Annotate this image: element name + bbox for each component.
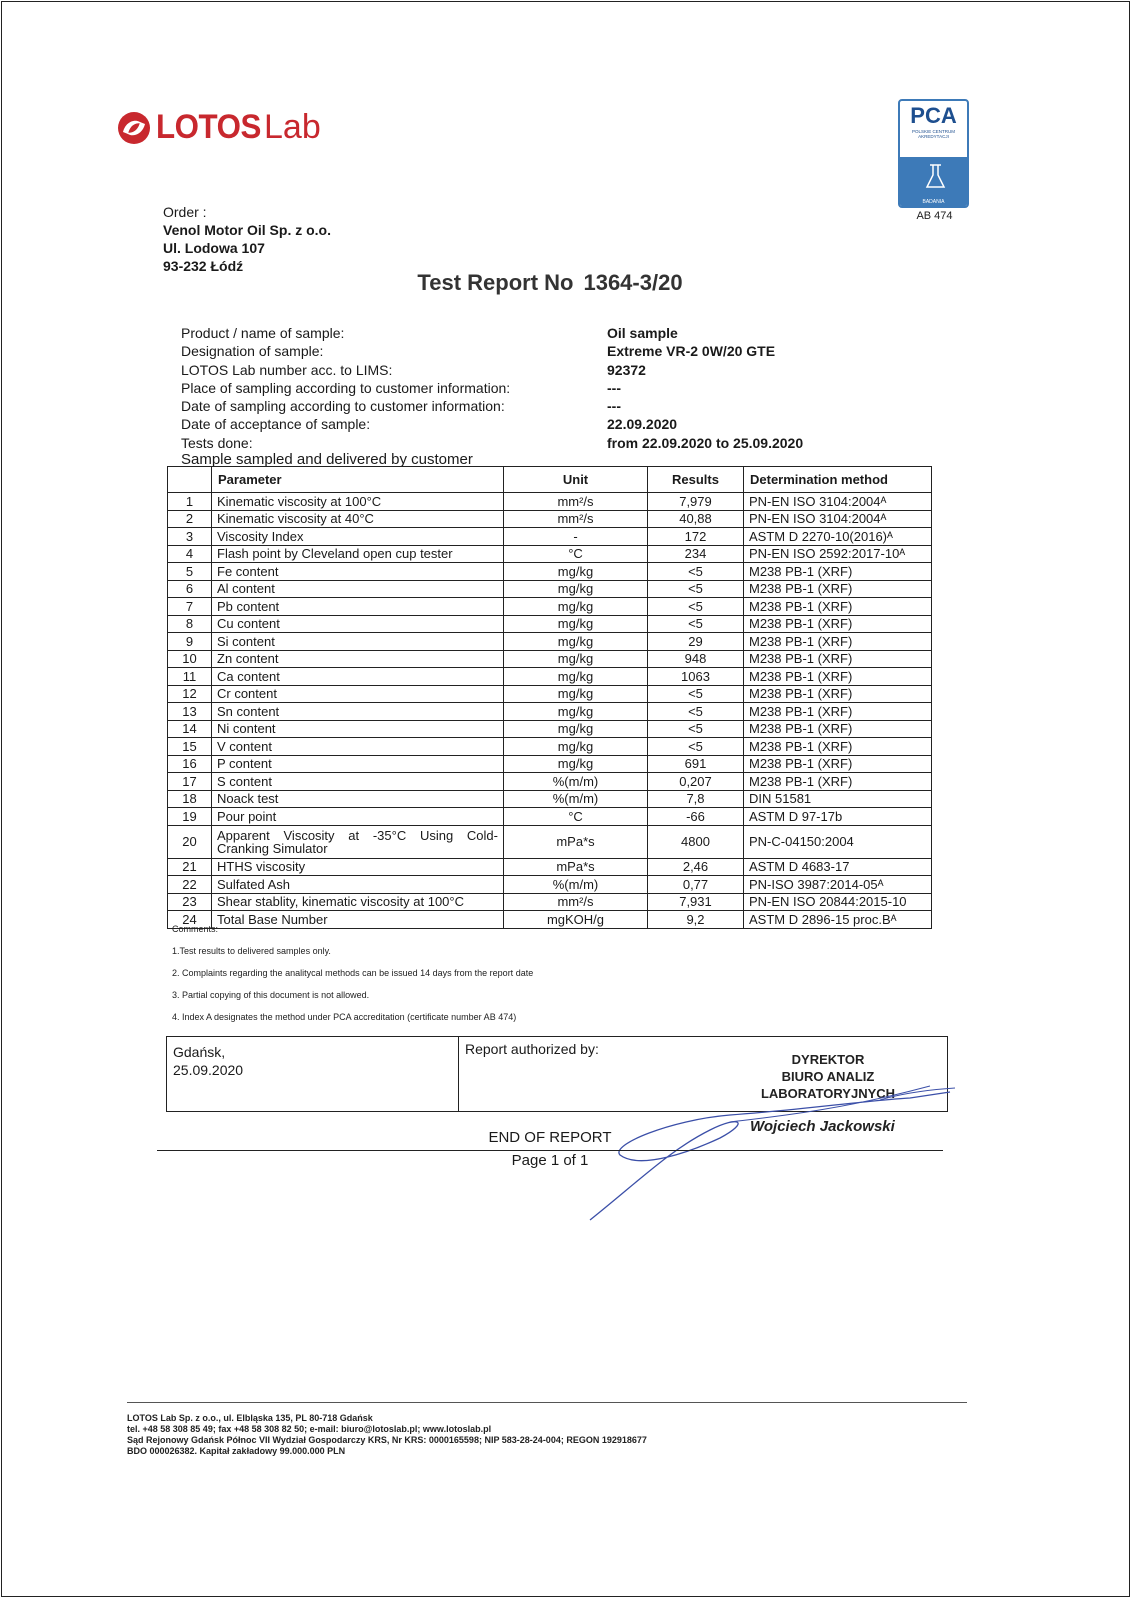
row-method: PN-EN ISO 3104:2004ᴬ (744, 493, 932, 511)
end-divider (157, 1150, 943, 1151)
row-result: <5 (648, 685, 744, 703)
row-number: 15 (168, 738, 212, 756)
order-street: Ul. Lodowa 107 (163, 240, 265, 256)
row-unit: - (504, 528, 648, 546)
row-parameter: Zn content (212, 650, 504, 668)
pca-accreditation-mark (898, 99, 971, 222)
comment-item: 4. Index A designates the method under PCA accreditation (certificate number AB 474) (172, 1012, 517, 1022)
row-unit: mg/kg (504, 563, 648, 581)
row-result: 948 (648, 650, 744, 668)
info-key: LOTOS Lab number acc. to LIMS: (181, 361, 393, 378)
row-unit: mg/kg (504, 703, 648, 721)
row-result: 40,88 (648, 510, 744, 528)
row-number: 9 (168, 633, 212, 651)
row-method: M238 PB-1 (XRF) (744, 703, 932, 721)
row-result: <5 (648, 580, 744, 598)
info-value: 22.09.2020 (607, 416, 678, 433)
row-parameter: Kinematic viscosity at 40°C (212, 510, 504, 528)
row-method: PN-EN ISO 2592:2017-10ᴬ (744, 545, 932, 563)
row-method: M238 PB-1 (XRF) (744, 755, 932, 773)
row-number: 8 (168, 615, 212, 633)
table-row (168, 703, 932, 721)
comment-item: 1.Test results to delivered samples only. (172, 946, 331, 956)
row-result: 1063 (648, 668, 744, 686)
row-result: 9,2 (648, 911, 744, 929)
pca-badge (898, 99, 969, 208)
info-key: Designation of sample: (181, 343, 324, 360)
row-result: -66 (648, 808, 744, 826)
row-unit: mg/kg (504, 615, 648, 633)
row-parameter: Si content (212, 633, 504, 651)
row-unit: °C (504, 545, 648, 563)
row-result: 29 (648, 633, 744, 651)
logo-brand: LOTOS (156, 108, 261, 146)
row-method: PN-C-04150:2004 (744, 825, 932, 858)
row-result: 0,77 (648, 876, 744, 894)
table-row (168, 893, 932, 911)
info-value: Extreme VR-2 0W/20 GTE (607, 343, 776, 360)
row-parameter: Sn content (212, 703, 504, 721)
row-method: M238 PB-1 (XRF) (744, 598, 932, 616)
row-number: 2 (168, 510, 212, 528)
row-parameter: Pour point (212, 808, 504, 826)
info-key: Tests done: (181, 434, 253, 451)
row-result: <5 (648, 563, 744, 581)
row-method: M238 PB-1 (XRF) (744, 615, 932, 633)
row-unit: mg/kg (504, 755, 648, 773)
comments (172, 924, 533, 1034)
row-number: 11 (168, 668, 212, 686)
stamp-line: LABORATORYJNYCH (760, 1086, 896, 1101)
report-number: 1364-3/20 (583, 270, 683, 295)
row-method: DIN 51581 (744, 790, 932, 808)
row-unit: mg/kg (504, 633, 648, 651)
info-value: 92372 (607, 361, 646, 378)
lotos-flame-icon (116, 110, 152, 146)
row-parameter: Apparent Viscosity at -35°C Using Cold-Cranking Simulator (212, 825, 504, 858)
lotos-lab-logo (116, 108, 321, 147)
row-result: 7,931 (648, 893, 744, 911)
pca-number: AB 474 (916, 210, 953, 222)
order-company: Venol Motor Oil Sp. z o.o. (163, 222, 331, 238)
row-result: <5 (648, 615, 744, 633)
table-row (168, 808, 932, 826)
info-key: Product / name of sample: (181, 325, 345, 341)
row-number: 16 (168, 755, 212, 773)
row-method: M238 PB-1 (XRF) (744, 650, 932, 668)
row-number: 13 (168, 703, 212, 721)
row-unit: °C (504, 808, 648, 826)
row-parameter: Al content (212, 580, 504, 598)
table-row (168, 510, 932, 528)
row-number: 5 (168, 563, 212, 581)
pca-badge-label: BADANIA (922, 199, 945, 205)
header-results: Results (648, 467, 744, 493)
report-title (0, 270, 1100, 296)
row-number: 6 (168, 580, 212, 598)
row-number: 10 (168, 650, 212, 668)
header-parameter: Parameter (212, 467, 504, 493)
results-table (167, 466, 932, 929)
row-unit: mm²/s (504, 893, 648, 911)
footer-line: tel. +48 58 308 85 49; fax +48 58 308 82 50; e-mail: biuro@lotoslab.pl; www.lotoslab.pl (127, 1424, 492, 1434)
info-key: Date of acceptance of sample: (181, 416, 371, 433)
table-row (168, 720, 932, 738)
signature-divider (458, 1037, 459, 1111)
row-result: 4800 (648, 825, 744, 858)
row-method: M238 PB-1 (XRF) (744, 773, 932, 791)
flask-icon (900, 157, 969, 197)
info-value: --- (607, 379, 621, 396)
table-row (168, 790, 932, 808)
comment-item: 2. Complaints regarding the analitycal methods can be issued 14 days from the report date (172, 968, 534, 978)
row-method: PN-ISO 3987:2014-05ᴬ (744, 876, 932, 894)
place-date: 25.09.2020 (173, 1062, 244, 1078)
row-method: ASTM D 2270-10(2016)ᴬ (744, 528, 932, 546)
row-result: <5 (648, 720, 744, 738)
comment-item: 3. Partial copying of this document is not allowed. (172, 990, 370, 1000)
row-parameter: Ca content (212, 668, 504, 686)
row-number: 21 (168, 858, 212, 876)
row-method: PN-EN ISO 20844:2015-10 (744, 893, 932, 911)
row-unit: mg/kg (504, 685, 648, 703)
table-row (168, 685, 932, 703)
row-number: 7 (168, 598, 212, 616)
footer-line: LOTOS Lab Sp. z o.o., ul. Elbląska 135, PL 80-718 Gdańsk (127, 1413, 373, 1423)
row-parameter: Pb content (212, 598, 504, 616)
table-row (168, 876, 932, 894)
signer-name: Wojciech Jackowski (750, 1118, 895, 1135)
row-number: 19 (168, 808, 212, 826)
row-unit: mg/kg (504, 650, 648, 668)
row-parameter: Shear stablity, kinematic viscosity at 100°C (212, 893, 504, 911)
row-result: 7,979 (648, 493, 744, 511)
row-parameter: Cu content (212, 615, 504, 633)
stamp-line: DYREKTOR (791, 1052, 865, 1067)
sampled-note: Sample sampled and delivered by customer (181, 451, 473, 468)
header-unit: Unit (504, 467, 648, 493)
authorized-label: Report authorized by: (465, 1041, 599, 1057)
row-parameter: P content (212, 755, 504, 773)
header-method: Determination method (744, 467, 932, 493)
row-result: <5 (648, 703, 744, 721)
order-address (163, 203, 331, 275)
row-result: 172 (648, 528, 744, 546)
row-unit: mg/kg (504, 598, 648, 616)
row-unit: mPa*s (504, 858, 648, 876)
row-unit: %(m/m) (504, 773, 648, 791)
row-number: 4 (168, 545, 212, 563)
stamp-line: BIURO ANALIZ (781, 1069, 875, 1084)
table-row (168, 738, 932, 756)
table-row (168, 598, 932, 616)
row-number: 22 (168, 876, 212, 894)
row-unit: mm²/s (504, 493, 648, 511)
row-result: 2,46 (648, 858, 744, 876)
footer-divider (127, 1402, 967, 1403)
table-row (168, 668, 932, 686)
row-number: 3 (168, 528, 212, 546)
row-parameter: Fe content (212, 563, 504, 581)
row-method: M238 PB-1 (XRF) (744, 668, 932, 686)
info-value: --- (607, 398, 621, 415)
table-row (168, 858, 932, 876)
row-parameter: Viscosity Index (212, 528, 504, 546)
row-unit: mm²/s (504, 510, 648, 528)
row-parameter: Sulfated Ash (212, 876, 504, 894)
row-number: 24 (168, 911, 212, 929)
place-city: Gdańsk, (173, 1044, 226, 1060)
table-row (168, 615, 932, 633)
row-number: 17 (168, 773, 212, 791)
logo-suffix: Lab (264, 108, 321, 146)
row-number: 14 (168, 720, 212, 738)
row-method: M238 PB-1 (XRF) (744, 685, 932, 703)
row-unit: mg/kg (504, 738, 648, 756)
table-row (168, 773, 932, 791)
row-unit: mPa*s (504, 825, 648, 858)
row-result: 691 (648, 755, 744, 773)
table-row (168, 650, 932, 668)
row-result: <5 (648, 738, 744, 756)
row-parameter: V content (212, 738, 504, 756)
footer-line: BDO 000026382. Kapitał zakładowy 99.000.000 PLN (127, 1446, 346, 1456)
table-row (168, 755, 932, 773)
row-parameter: Total Base Number (212, 911, 504, 929)
row-result: 7,8 (648, 790, 744, 808)
row-number: 20 (168, 825, 212, 858)
row-unit: %(m/m) (504, 790, 648, 808)
row-method: M238 PB-1 (XRF) (744, 563, 932, 581)
row-method: ASTM D 2896-15 proc.Bᴬ (744, 911, 932, 929)
row-parameter: HTHS viscosity (212, 858, 504, 876)
table-row (168, 633, 932, 651)
row-unit: mg/kg (504, 580, 648, 598)
row-method: PN-EN ISO 3104:2004ᴬ (744, 510, 932, 528)
end-of-report: END OF REPORT (488, 1129, 612, 1146)
table-row (168, 825, 932, 858)
row-result: 234 (648, 545, 744, 563)
pca-subtitle: POLSKIE CENTRUM AKREDYTACJI (911, 129, 955, 139)
report-title-label: Test Report No (417, 270, 574, 295)
row-parameter: Cr content (212, 685, 504, 703)
page-number: Page 1 of 1 (511, 1152, 589, 1169)
table-header-row (168, 467, 932, 493)
row-method: ASTM D 4683-17 (744, 858, 932, 876)
table-row (168, 563, 932, 581)
info-key: Date of sampling according to customer information: (181, 398, 505, 415)
row-number: 18 (168, 790, 212, 808)
table-row (168, 493, 932, 511)
row-unit: %(m/m) (504, 876, 648, 894)
row-number: 1 (168, 493, 212, 511)
signature-place (173, 1043, 243, 1079)
row-unit: mg/kg (504, 668, 648, 686)
row-method: M238 PB-1 (XRF) (744, 738, 932, 756)
row-parameter: Noack test (212, 790, 504, 808)
pca-title: PCA (910, 103, 957, 128)
row-method: M238 PB-1 (XRF) (744, 580, 932, 598)
row-parameter: S content (212, 773, 504, 791)
row-number: 23 (168, 893, 212, 911)
table-row (168, 528, 932, 546)
row-method: M238 PB-1 (XRF) (744, 720, 932, 738)
row-result: 0,207 (648, 773, 744, 791)
table-row (168, 545, 932, 563)
row-unit: mgKOH/g (504, 911, 648, 929)
footer-line: Sąd Rejonowy Gdańsk Północ VII Wydział Gospodarczy KRS, Nr KRS: 0000165598; NIP 583-28-24-004; REGON 192918677 (127, 1435, 647, 1445)
row-unit: mg/kg (504, 720, 648, 738)
order-label: Order : (163, 204, 207, 220)
row-number: 12 (168, 685, 212, 703)
row-parameter: Ni content (212, 720, 504, 738)
row-parameter: Flash point by Cleveland open cup tester (212, 545, 504, 563)
footer (127, 1413, 647, 1457)
row-method: ASTM D 97-17b (744, 808, 932, 826)
info-value: Oil sample (607, 325, 678, 341)
info-value: from 22.09.2020 to 25.09.2020 (607, 434, 804, 451)
row-method: M238 PB-1 (XRF) (744, 633, 932, 651)
row-result: <5 (648, 598, 744, 616)
order-city: 93-232 Łódź (163, 258, 244, 274)
row-parameter: Kinematic viscosity at 100°C (212, 493, 504, 511)
comments-heading: Comments: (172, 924, 219, 934)
info-key: Place of sampling according to customer information: (181, 379, 511, 396)
header-no (168, 467, 212, 493)
table-row (168, 580, 932, 598)
